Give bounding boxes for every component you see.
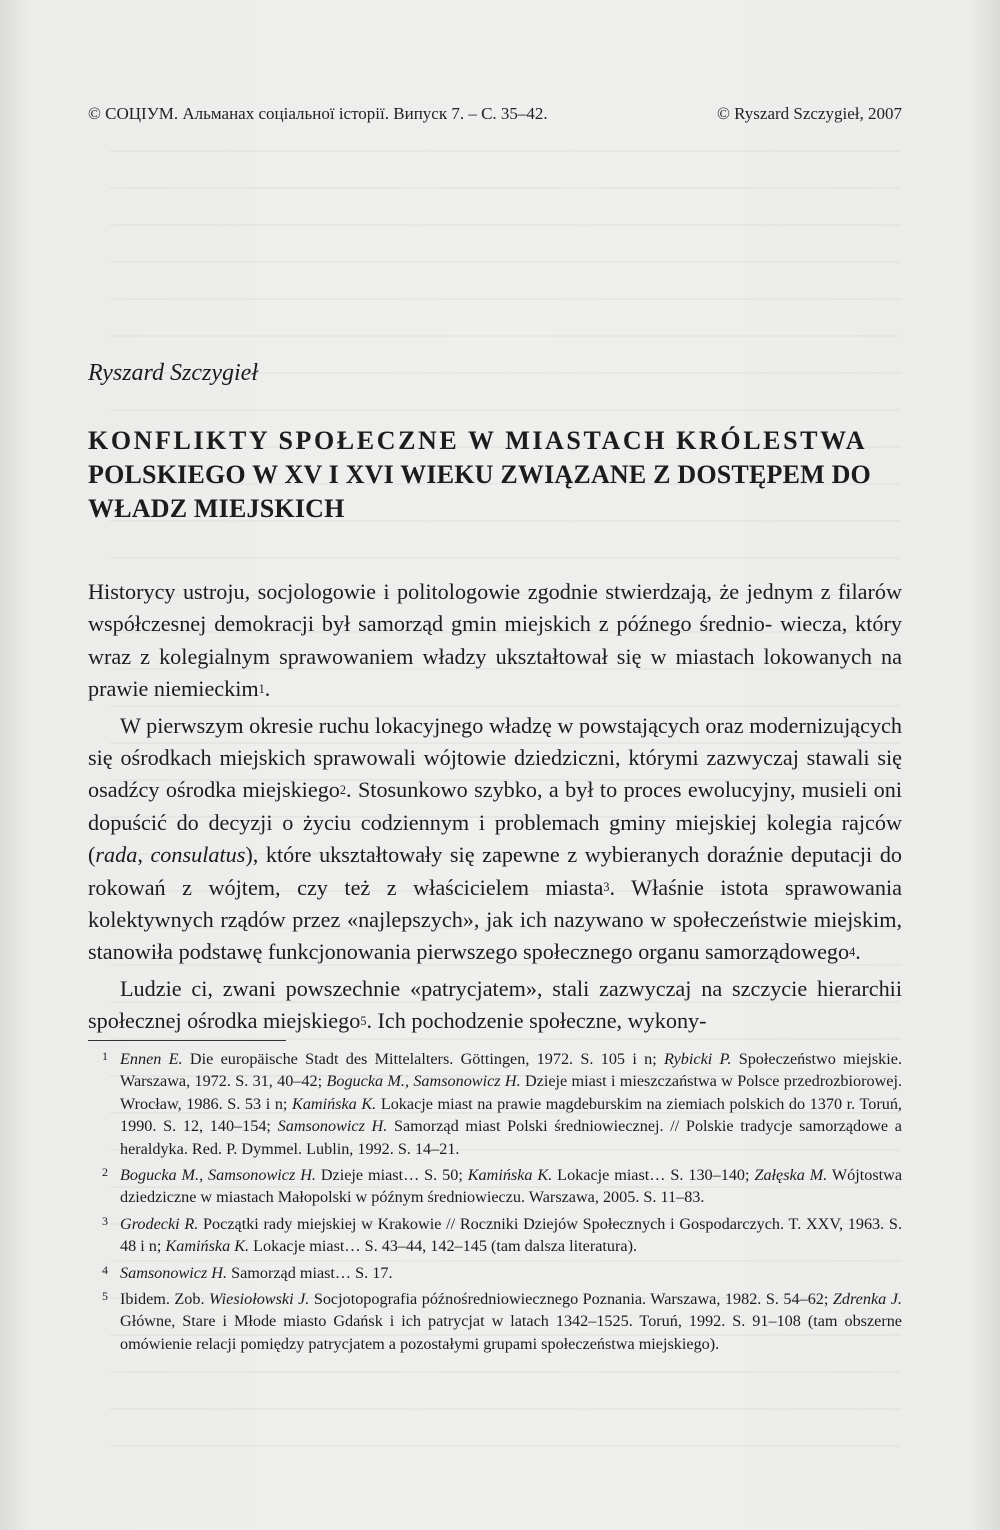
cited-author: Załęska M. — [754, 1166, 828, 1185]
citation-text: Lokacje miast… S. 43–44, 142–145 (tam dalsza literatura). — [249, 1237, 638, 1256]
footnote-ref: 2 — [339, 782, 346, 797]
cited-author: Kamińska K. — [292, 1094, 377, 1113]
citation-text: Samorząd miast… S. 17. — [227, 1263, 393, 1282]
punctuation: . — [264, 676, 271, 702]
cited-author: Samsonowicz H. — [277, 1117, 388, 1136]
paragraph-text: Ludzie ci, zwani powszechnie «patrycjatem», stali zazwyczaj na szczycie hierarchii społecznej ośrodka miejskiego — [88, 975, 902, 1034]
citation-text: Lokacje miast… S. 130–140; — [552, 1166, 755, 1185]
title-line-3: WŁADZ MIEJSKICH — [88, 494, 345, 523]
copyright-notice: © Ryszard Szczygieł, 2007 — [716, 104, 902, 123]
cited-author: Samsonowicz H. — [120, 1263, 228, 1282]
paragraph-text: W pierwszym okresie ruchu lokacyjnego władzę w powstających oraz modernizujących się ośrodkach miejskich sprawowali wójtowie dziedziczni, którymi zazwyczaj stawali się osadźcy ośrodka miejskiego — [88, 712, 902, 803]
title-line-2: POLSKIEGO W XV I XVI WIEKU ZWIĄZANE Z DOSTĘPEM DO — [88, 460, 871, 489]
title-line-1: KONFLIKTY SPOŁECZNE W MIASTACH KRÓLESTWA — [88, 426, 868, 455]
latin-term: rada — [95, 842, 138, 868]
footnote-number: 2 — [102, 1165, 108, 1180]
cited-author: Ennen E. — [120, 1050, 183, 1068]
paragraph-1 — [88, 576, 902, 706]
cited-author: Wiesiołowski J. — [209, 1290, 310, 1309]
punctuation: . — [855, 939, 861, 965]
citation-text: Główne, Stare i Młode miasto Gdańsk i ich patrycjat w latach 1342–1525. Toruń, 1992. S. 91–108 (tam obszerne omówienie relacji pomiędzy patrycjatem a pozostałymi grupami społeczeństwa miejskiego). — [120, 1312, 902, 1353]
cited-author: Bogucka M., Samsonowicz H. — [326, 1072, 521, 1091]
paragraph-2 — [88, 710, 902, 969]
footnote-1 — [102, 1048, 903, 1160]
latin-term: consulatus — [150, 842, 246, 868]
article-body — [88, 576, 902, 1042]
footnote-2 — [102, 1164, 903, 1209]
journal-citation: © СОЦІУМ. Альманах соціальної історії. Випуск 7. – С. 35–42. — [88, 104, 548, 123]
citation-text: Samorząd miast Polski średniowiecznej. // Polskie tradycje samorządowe a heraldyka. Red. P. Dymmel. Lublin, 1992. S. 14–21. — [120, 1117, 902, 1158]
paragraph-text: Historycy ustroju, socjologowie i politologowie zgodnie stwierdzają, że jednym z filarów współczesnej demokracji był samorząd gmin miejskich z późnego średnio- wiecza, który wraz z kolegialnym sprawowaniem władzy ukształtował się w miastach lokowanych na prawie niemieckim — [88, 579, 902, 702]
running-header — [88, 104, 902, 124]
footnote-ref: 1 — [258, 681, 265, 696]
citation-text: Początki rady miejskiej w Krakowie // Roczniki Dziejów Społecznych i Gospodarczych. T. XXV, 1963. S. 48 i n; — [120, 1214, 902, 1256]
paragraph-text: . Właśnie istota sprawowania kolektywnych rządów przez «najlepszych», jak ich nazywano w społeczeństwie miejskim, stanowiła podstawę funkcjonowania pierwszego społecznego organu samorządowego — [88, 874, 903, 965]
footnote-3 — [102, 1213, 902, 1258]
footnotes — [102, 1048, 903, 1359]
citation-text: Dzieje miast i mieszczaństwa w Polsce przedrozbiorowej. Wrocław, 1986. S. 53 i n; — [120, 1072, 903, 1113]
footnote-number: 5 — [102, 1289, 108, 1304]
footnote-separator — [88, 1040, 286, 1041]
footnote-5 — [102, 1288, 902, 1355]
citation-text: Socjotopografia późnośredniowiecznego Poznania. Warszawa, 1982. S. 54–62; — [309, 1290, 833, 1309]
footnote-ref: 4 — [849, 944, 856, 959]
paragraph-3 — [88, 973, 902, 1038]
cited-author: Kamińska K. — [165, 1237, 250, 1256]
citation-text: Wójtostwa dziedziczne w miastach Małopolski w późnym średniowieczu. Warszawa, 2005. S. 11–83. — [120, 1166, 903, 1207]
cited-author: Kamińska K. — [467, 1166, 553, 1185]
paragraph-text: ), które ukształtowały się zapewne z wybieranych doraźnie deputacji do rokowań z wójtem, czy też z właścicielem miasta — [88, 842, 903, 900]
citation-text: Ibidem. Zob. — [120, 1290, 210, 1309]
author-name: Ryszard Szczygieł — [88, 360, 258, 386]
cited-author: Grodecki R. — [120, 1214, 199, 1233]
citation-text: Die europäische Stadt des Mittelalters. Göttingen, 1972. S. 105 i n; — [182, 1050, 665, 1068]
footnote-ref: 5 — [360, 1013, 367, 1028]
paragraph-text: . Ich pochodzenie społeczne, wykony- — [366, 1008, 707, 1034]
punctuation: , — [137, 842, 151, 868]
footnote-number: 4 — [102, 1262, 108, 1277]
footnote-4 — [102, 1262, 902, 1284]
paragraph-text: . Stosunkowo szybko, a był to proces ewolucyjny, musieli oni dopuścić do decyzji o życiu codziennym i problemach gminy miejskiej kolegia rajców ( — [88, 777, 902, 868]
footnote-number: 3 — [102, 1213, 108, 1228]
cited-author: Zdrenka J. — [832, 1290, 902, 1309]
cited-author: Bogucka M., Samsonowicz H. — [120, 1166, 316, 1185]
citation-text: Społeczeństwo miejskie. Warszawa, 1972. S. 31, 40–42; — [120, 1050, 902, 1091]
citation-text: Lokacje miast na prawie magdeburskim na ziemiach polskich do 1370 r. Toruń, 1990. S. 12, 140–154; — [120, 1094, 902, 1136]
footnote-number: 1 — [102, 1049, 108, 1063]
article-title — [88, 424, 908, 526]
footnote-ref: 3 — [603, 880, 610, 894]
cited-author: Rybicki P. — [664, 1050, 732, 1068]
citation-text: Dzieje miast… S. 50; — [315, 1166, 468, 1185]
